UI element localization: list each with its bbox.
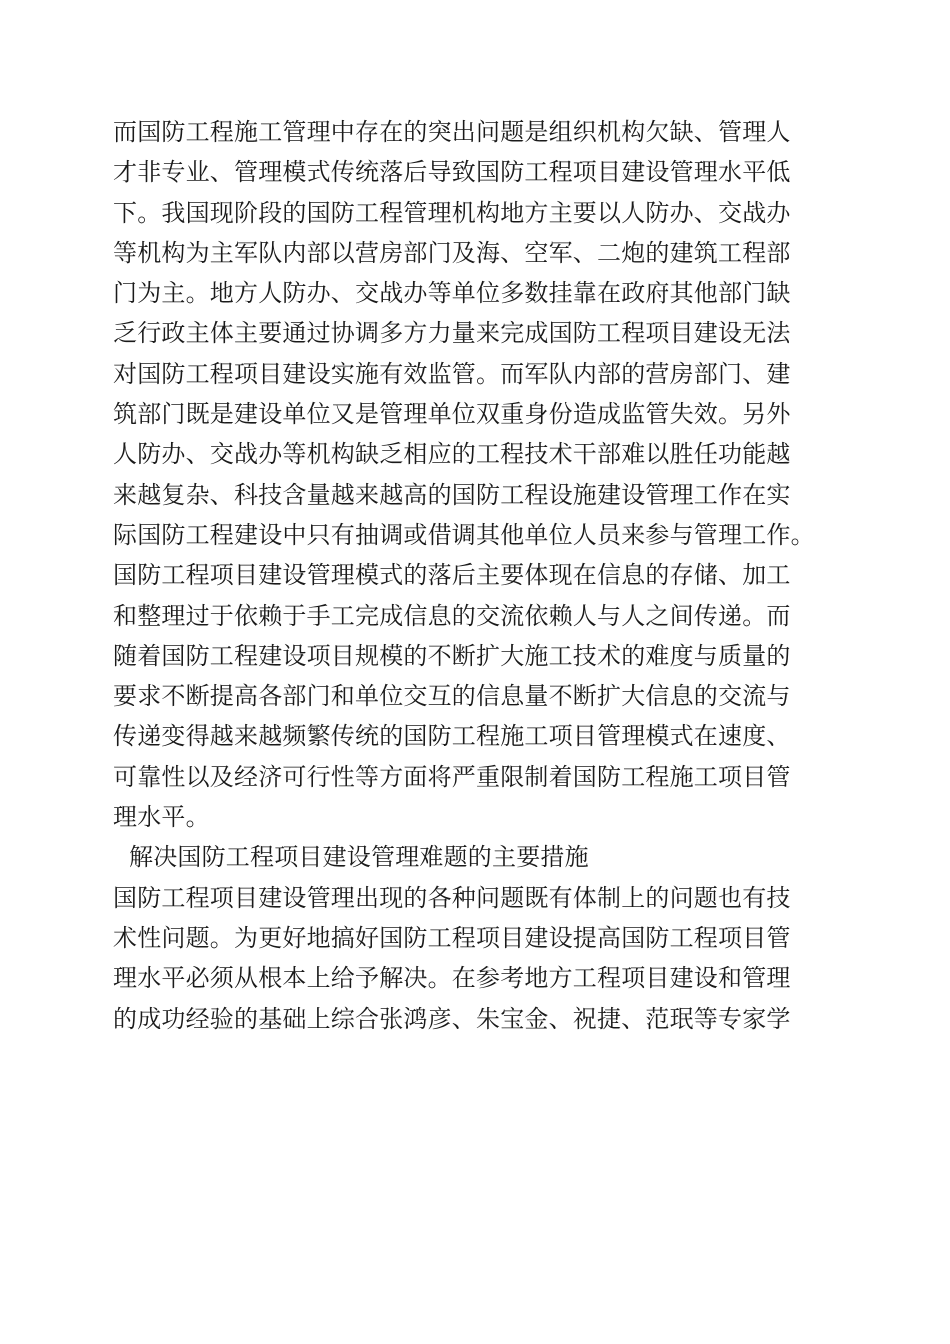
section-heading: 解决国防工程项目建设管理难题的主要措施 (129, 843, 589, 872)
text-line: 人防办、交战办等机构缺乏相应的工程技术干部难以胜任功能越 (113, 440, 791, 469)
text-line: 理水平必须从根本上给予解决。在参考地方工程项目建设和管理 (113, 964, 791, 993)
text-line: 际国防工程建设中只有抽调或借调其他单位人员来参与管理工作。 (113, 520, 815, 549)
text-line: 来越复杂、科技含量越来越高的国防工程设施建设管理工作在实 (113, 480, 791, 509)
text-line: 和整理过于依赖于手工完成信息的交流依赖人与人之间传递。而 (113, 601, 791, 630)
text-line: 国防工程项目建设管理模式的落后主要体现在信息的存储、加工 (113, 561, 791, 590)
text-line: 要求不断提高各部门和单位交互的信息量不断扩大信息的交流与 (113, 682, 791, 711)
text-line: 筑部门既是建设单位又是管理单位双重身份造成监管失效。另外 (113, 400, 791, 429)
text-line: 乏行政主体主要通过协调多方力量来完成国防工程项目建设无法 (113, 319, 791, 348)
text-line: 理水平。 (113, 803, 210, 832)
text-line: 随着国防工程建设项目规模的不断扩大施工技术的难度与质量的 (113, 641, 791, 670)
text-line: 而国防工程施工管理中存在的突出问题是组织机构欠缺、管理人 (113, 118, 791, 146)
body-text (113, 112, 853, 1039)
text-line: 等机构为主军队内部以营房部门及海、空军、二炮的建筑工程部 (113, 238, 791, 267)
text-line: 对国防工程项目建设实施有效监管。而军队内部的营房部门、建 (113, 359, 791, 388)
text-line: 术性问题。为更好地搞好国防工程项目建设提高国防工程项目管 (113, 923, 791, 952)
text-line: 下。我国现阶段的国防工程管理机构地方主要以人防办、交战办 (113, 198, 791, 227)
text-line: 可靠性以及经济可行性等方面将严重限制着国防工程施工项目管 (113, 762, 791, 791)
text-line: 的成功经验的基础上综合张鸿彦、朱宝金、祝捷、范珉等专家学 (113, 1004, 791, 1033)
text-line: 才非专业、管理模式传统落后导致国防工程项目建设管理水平低 (113, 158, 791, 187)
text-line: 国防工程项目建设管理出现的各种问题既有体制上的问题也有技 (113, 883, 791, 912)
text-line: 门为主。地方人防办、交战办等单位多数挂靠在政府其他部门缺 (113, 279, 791, 308)
text-line: 传递变得越来越频繁传统的国防工程施工项目管理模式在速度、 (113, 722, 791, 751)
